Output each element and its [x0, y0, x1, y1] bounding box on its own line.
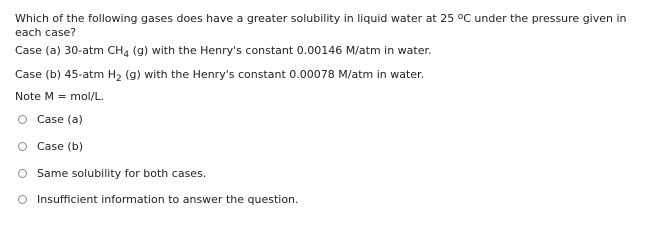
question-text [15, 10, 655, 40]
option-insufficient-info[interactable] [18, 193, 299, 206]
option-label: Case (a) [37, 113, 83, 126]
question-text-part-1: Which of the following gases does have a greater solubility in liquid water at 25 [15, 12, 458, 25]
option-label: Same solubility for both cases. [37, 167, 207, 180]
option-label: Case (b) [37, 140, 83, 153]
option-case-a[interactable] [18, 113, 83, 126]
case-a-line [15, 44, 432, 60]
option-case-b[interactable] [18, 140, 83, 153]
case-a-text-end: (g) with the Henry's constant 0.00146 M/atm in water. [129, 44, 432, 57]
radio-button[interactable] [18, 195, 27, 204]
option-label: Insufficient information to answer the question. [37, 193, 299, 206]
note-line: Note M = mol/L. [15, 90, 105, 103]
radio-button[interactable] [18, 142, 27, 151]
question-stem [15, 10, 655, 40]
case-a-text: Case (a) 30-atm CH [15, 44, 124, 57]
case-b-line [15, 68, 424, 84]
degree-symbol: o [457, 12, 464, 22]
radio-button[interactable] [18, 169, 27, 178]
case-a-subscript: 4 [123, 50, 130, 60]
radio-button[interactable] [18, 115, 27, 124]
case-b-subscript: 2 [115, 74, 122, 84]
case-b-text: Case (b) 45-atm H [15, 68, 116, 81]
option-same-solubility[interactable] [18, 167, 206, 180]
case-b-text-end: (g) with the Henry's constant 0.00078 M/atm in water. [121, 68, 425, 81]
question-text-part-2: C under the pressure given in each case? [15, 12, 627, 39]
